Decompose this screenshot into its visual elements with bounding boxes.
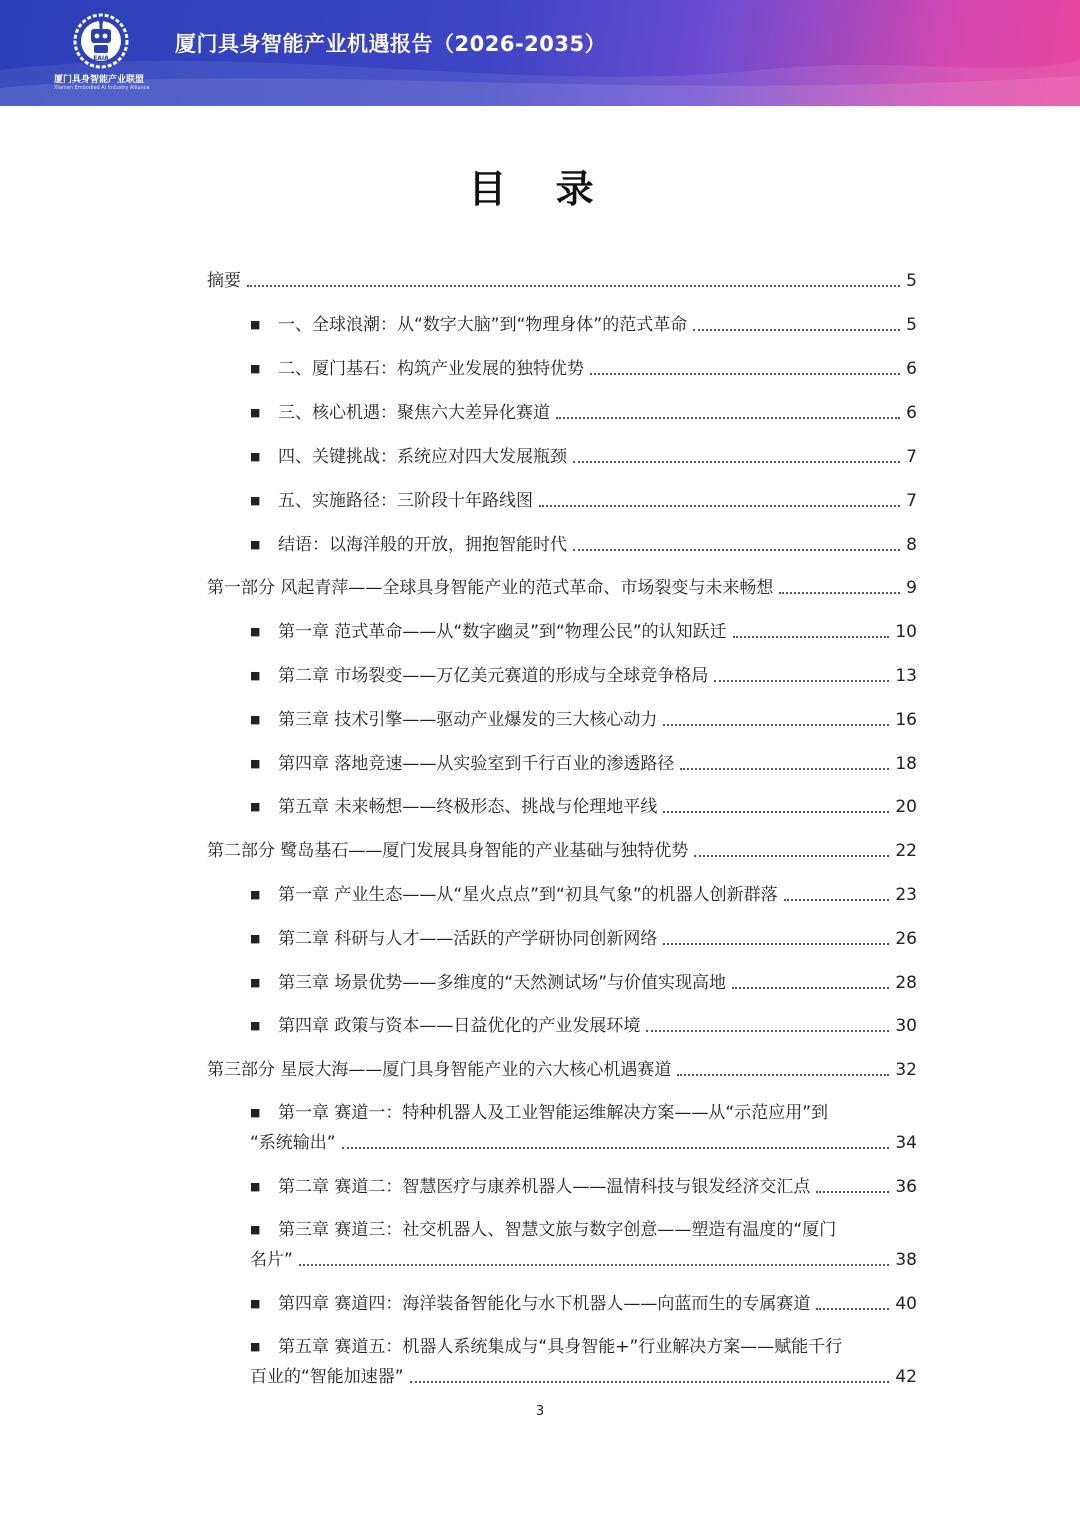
toc-entry[interactable] — [250, 661, 917, 687]
toc-entry-text: 第二部分 鹭岛基石——厦门发展具身智能的产业基础与独特优势 — [207, 841, 689, 861]
toc-entry[interactable] — [250, 880, 917, 906]
leader-dots — [573, 548, 900, 551]
toc-page-number: 23 — [895, 885, 917, 905]
bullet-icon: ■ — [250, 362, 261, 375]
leader-dots — [732, 986, 889, 989]
toc-entry[interactable] — [250, 924, 917, 950]
bullet-icon: ■ — [250, 406, 261, 419]
toc-entry-text: 第一部分 风起青萍——全球具身智能产业的范式革命、市场裂变与未来畅想 — [207, 578, 774, 598]
toc-page-number: 40 — [895, 1294, 917, 1314]
leader-dots — [784, 898, 890, 901]
toc-entry-text: 第一章 产业生态——从“星火点点”到“初具气象”的机器人创新群落 — [278, 885, 778, 905]
leader-dots — [299, 1263, 890, 1266]
toc-entry[interactable] — [250, 310, 917, 336]
toc-page-number: 26 — [895, 929, 917, 949]
toc-page-number: 7 — [906, 447, 917, 467]
leader-dots — [714, 679, 889, 682]
toc-page-number: 13 — [895, 666, 917, 686]
bullet-icon: ■ — [250, 1106, 261, 1119]
bullet-icon: ■ — [250, 494, 261, 507]
leader-dots — [663, 723, 889, 726]
toc-entry-text: 三、核心机遇：聚焦六大差异化赛道 — [278, 403, 550, 423]
toc-entry[interactable] — [250, 530, 917, 556]
page-number: 3 — [535, 1404, 545, 1419]
toc-entry-text: 第二章 科研与人才——活跃的产学研协同创新网络 — [278, 929, 658, 949]
bullet-icon: ■ — [250, 757, 261, 770]
bullet-icon: ■ — [250, 932, 261, 945]
leader-dots — [733, 635, 890, 638]
toc-entry-part-1[interactable] — [207, 573, 917, 599]
toc-entry[interactable] — [250, 1172, 917, 1198]
toc-page-number: 8 — [906, 535, 917, 555]
toc-page-number: 42 — [895, 1367, 917, 1387]
toc-entry[interactable] — [250, 1336, 917, 1388]
leader-dots — [247, 284, 900, 287]
bullet-icon: ■ — [250, 713, 261, 726]
toc-entry-abstract[interactable] — [207, 266, 917, 292]
toc-entry-text-continued: “系统输出” — [250, 1133, 336, 1153]
toc-page-number: 36 — [895, 1177, 917, 1197]
toc-entry-text: 一、全球浪潮：从“数字大脑”到“物理身体”的范式革命 — [278, 315, 688, 335]
toc-entry[interactable] — [250, 442, 917, 468]
toc-entry-text: 五、实施路径：三阶段十年路线图 — [278, 491, 533, 511]
toc-entry-text: 第二章 赛道二：智慧医疗与康养机器人——温情科技与银发经济交汇点 — [278, 1177, 811, 1197]
toc-entry-part-2[interactable] — [207, 836, 917, 862]
toc-entry[interactable] — [250, 1102, 917, 1154]
leader-dots — [410, 1380, 890, 1383]
toc-entry-text: 二、厦门基石：构筑产业发展的独特优势 — [278, 359, 584, 379]
leader-dots — [693, 328, 900, 331]
toc-entry[interactable] — [250, 968, 917, 994]
toc-entry-text: 第三章 赛道三：社交机器人、智慧文旅与数字创意——塑造有温度的“厦门 — [278, 1220, 837, 1240]
toc-entry-text: 第三部分 星辰大海——厦门具身智能产业的六大核心机遇赛道 — [207, 1060, 672, 1080]
leader-dots — [816, 1190, 889, 1193]
toc-entry[interactable] — [250, 1289, 917, 1315]
bullet-icon: ■ — [250, 1223, 261, 1236]
bullet-icon: ■ — [250, 318, 261, 331]
leader-dots — [573, 460, 900, 463]
toc-entry-text: 第三章 技术引擎——驱动产业爆发的三大核心动力 — [278, 710, 658, 730]
toc-page-number: 18 — [895, 754, 917, 774]
logo-org-name-cn: 厦门具身智能产业联盟 — [54, 75, 145, 85]
toc-page-number: 32 — [895, 1060, 917, 1080]
toc-entry-text: 结语：以海洋般的开放，拥抱智能时代 — [278, 535, 567, 555]
toc-entry-text: 第一章 赛道一：特种机器人及工业智能运维解决方案——从“示范应用”到 — [278, 1103, 829, 1123]
report-title: 厦门具身智能产业机遇报告（2026-2035） — [175, 32, 607, 56]
toc-entry-text: 四、关键挑战：系统应对四大发展瓶颈 — [278, 447, 567, 467]
logo-text: EAIA — [93, 55, 109, 62]
leader-dots — [663, 942, 889, 945]
toc-entry[interactable] — [250, 398, 917, 424]
leader-dots — [663, 810, 889, 813]
toc-page-number: 34 — [895, 1133, 917, 1153]
bullet-icon: ■ — [250, 1180, 261, 1193]
bullet-icon: ■ — [250, 1297, 261, 1310]
toc-entry-part-3[interactable] — [207, 1055, 917, 1081]
bullet-icon: ■ — [250, 450, 261, 463]
bullet-icon: ■ — [250, 625, 261, 638]
alliance-logo — [50, 12, 160, 96]
bullet-icon: ■ — [250, 1340, 261, 1353]
toc-entry[interactable] — [250, 749, 917, 775]
toc-page-number: 16 — [895, 710, 917, 730]
leader-dots — [539, 504, 900, 507]
leader-dots — [590, 372, 900, 375]
page-header — [0, 0, 1080, 106]
toc-entry[interactable] — [250, 1011, 917, 1037]
toc-entry-text: 摘要 — [207, 271, 241, 291]
leader-dots — [816, 1307, 889, 1310]
toc-entry-text-continued: 百业的“智能加速器” — [250, 1367, 404, 1387]
bullet-icon: ■ — [250, 976, 261, 989]
bullet-icon: ■ — [250, 1019, 261, 1032]
bullet-icon: ■ — [250, 800, 261, 813]
toc-entry-text: 第三章 场景优势——多维度的“天然测试场”与价值实现高地 — [278, 973, 727, 993]
leader-dots — [694, 854, 889, 857]
leader-dots — [680, 767, 889, 770]
toc-entry[interactable] — [250, 617, 917, 643]
toc-page-number: 30 — [895, 1016, 917, 1036]
toc-page-number: 9 — [906, 578, 917, 598]
toc-page-number: 6 — [906, 359, 917, 379]
toc-page-number: 38 — [895, 1250, 917, 1270]
toc-entry-text: 第四章 政策与资本——日益优化的产业发展环境 — [278, 1016, 641, 1036]
leader-dots — [342, 1146, 890, 1149]
toc-entry-text-continued: 名片” — [250, 1250, 293, 1270]
toc-entry[interactable] — [250, 486, 917, 512]
toc-entry-text: 第二章 市场裂变——万亿美元赛道的形成与全球竞争格局 — [278, 666, 709, 686]
toc-entry-text: 第一章 范式革命——从“数字幽灵”到“物理公民”的认知跃迁 — [278, 622, 727, 642]
toc-page-number: 6 — [906, 403, 917, 423]
toc-entry[interactable] — [250, 354, 917, 380]
toc-entry[interactable] — [250, 792, 917, 818]
toc-page-number: 5 — [906, 315, 917, 335]
bullet-icon: ■ — [250, 888, 261, 901]
leader-dots — [556, 416, 900, 419]
robot-logo-icon — [72, 12, 130, 70]
toc-page-number: 22 — [895, 841, 917, 861]
toc-page-number: 10 — [895, 622, 917, 642]
bullet-icon: ■ — [250, 538, 261, 551]
toc-page-number: 20 — [895, 797, 917, 817]
toc-title: 目 录 — [468, 167, 612, 211]
toc-entry[interactable] — [250, 1219, 917, 1271]
toc-entry-text: 第四章 落地竞速——从实验室到千行百业的渗透路径 — [278, 754, 675, 774]
leader-dots — [646, 1029, 889, 1032]
toc-page-number: 7 — [906, 491, 917, 511]
leader-dots — [779, 591, 900, 594]
toc-entry[interactable] — [250, 705, 917, 731]
bullet-icon: ■ — [250, 669, 261, 682]
toc-page-number: 5 — [906, 271, 917, 291]
leader-dots — [677, 1073, 889, 1076]
toc-entry-text: 第五章 未来畅想——终极形态、挑战与伦理地平线 — [278, 797, 658, 817]
toc-entry-text: 第四章 赛道四：海洋装备智能化与水下机器人——向蓝而生的专属赛道 — [278, 1294, 811, 1314]
toc-entry-text: 第五章 赛道五：机器人系统集成与“具身智能+”行业解决方案——赋能千行 — [278, 1337, 843, 1357]
logo-org-name-en: Xiamen Embodied AI Industry Alliance — [54, 85, 150, 91]
toc-page-number: 28 — [895, 973, 917, 993]
